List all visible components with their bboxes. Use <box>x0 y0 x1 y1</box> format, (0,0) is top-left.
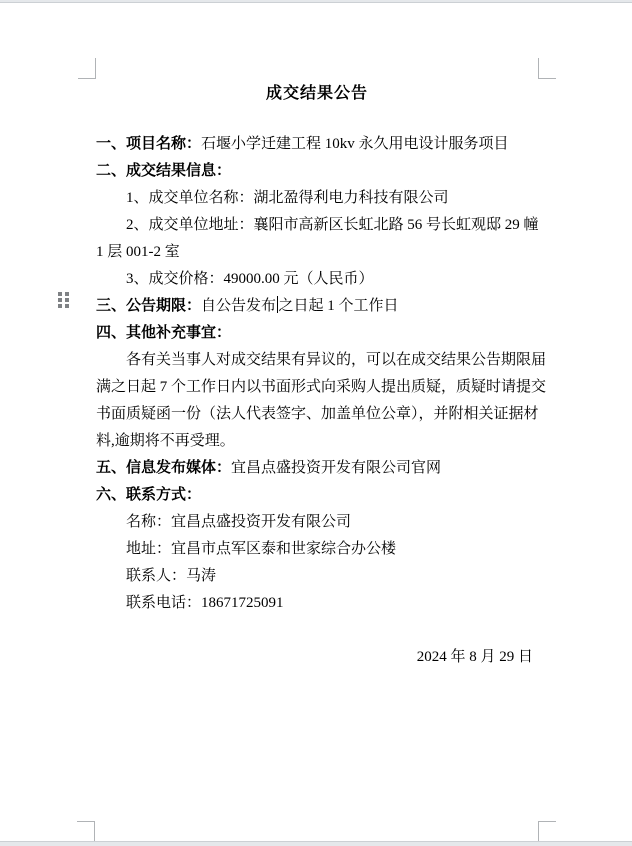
section-3-text-after-cursor: 之日起 1 个工作日 <box>278 298 399 314</box>
winning-unit-name[interactable]: 1、成交单位名称：湖北盈得利电力科技有限公司 <box>126 190 449 206</box>
margin-mark-top-left-icon <box>78 58 96 79</box>
blank-line <box>96 617 538 644</box>
drag-dot <box>58 298 62 302</box>
section-2-heading[interactable] <box>96 158 538 185</box>
window-edge-bottom <box>0 841 632 846</box>
transaction-price[interactable]: 3、成交价格：49000.00 元（人民币） <box>126 271 374 287</box>
section-4-paragraph-line2[interactable]: 满之日起 7 个工作日内以书面形式向采购人提出质疑，质疑时请提交 <box>96 379 547 395</box>
section-3-label: 三、公告期限： <box>96 298 202 314</box>
document-title[interactable]: 成交结果公告 <box>265 85 368 102</box>
drag-dot <box>65 298 69 302</box>
section-2-label: 二、成交结果信息： <box>96 163 232 179</box>
contact-phone[interactable]: 联系电话：18671725091 <box>126 595 284 611</box>
margin-mark-top-right-icon <box>538 58 556 79</box>
drag-dot <box>58 304 62 308</box>
section-6-heading[interactable] <box>96 482 538 509</box>
contact-address[interactable]: 地址：宜昌市点军区泰和世家综合办公楼 <box>126 541 397 557</box>
drag-dot <box>58 292 62 296</box>
drag-dot <box>65 304 69 308</box>
section-5-publish-media[interactable] <box>96 455 538 482</box>
margin-mark-bottom-right-icon <box>538 821 556 841</box>
contact-person[interactable]: 联系人：马涛 <box>126 568 217 584</box>
section-6-label: 六、联系方式： <box>96 487 202 503</box>
section-4-paragraph-line4[interactable]: 料,逾期将不再受理。 <box>96 433 235 449</box>
section-4-heading[interactable] <box>96 320 538 347</box>
document-body <box>96 0 547 671</box>
section-4-paragraph-line1[interactable]: 各有关当事人对成交结果有异议的，可以在成交结果公告期限届 <box>126 352 547 368</box>
section-1-label: 一、项目名称： <box>96 136 202 152</box>
section-3-announcement-period[interactable] <box>96 293 538 320</box>
section-4-label: 四、其他补充事宜： <box>96 325 232 341</box>
margin-mark-bottom-left-icon <box>77 821 95 841</box>
paragraph-drag-handle-icon[interactable] <box>58 292 69 308</box>
section-1-text: 石堰小学迁建工程 10kv 永久用电设计服务项目 <box>201 136 509 152</box>
contact-name[interactable]: 名称：宜昌点盛投资开发有限公司 <box>126 514 352 530</box>
winning-unit-address-line1[interactable]: 2、成交单位地址：襄阳市高新区长虹北路 56 号长虹观邸 29 幢 <box>126 217 539 233</box>
winning-unit-address-line2[interactable]: 1 层 001-2 室 <box>96 244 180 260</box>
section-1-project-name[interactable] <box>96 131 538 158</box>
section-5-label: 五、信息发布媒体： <box>96 460 232 476</box>
drag-dot <box>65 292 69 296</box>
section-3-text-before-cursor: 自公告发布 <box>201 298 277 314</box>
section-4-paragraph-line3[interactable]: 书面质疑函一份（法人代表签字、加盖单位公章），并附相关证据材 <box>96 406 539 422</box>
announcement-date[interactable]: 2024 年 8 月 29 日 <box>416 649 533 665</box>
section-5-text: 宜昌点盛投资开发有限公司官网 <box>231 460 442 476</box>
